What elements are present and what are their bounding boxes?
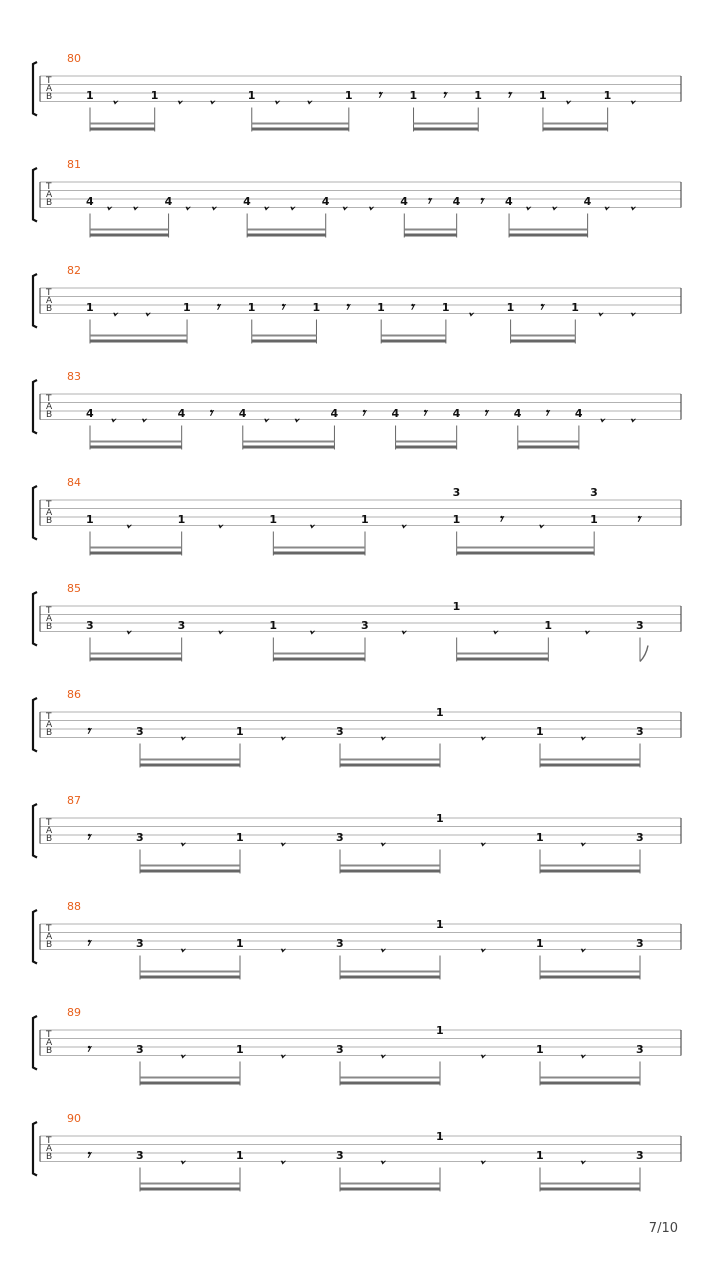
tab-clef-letter: T	[46, 182, 52, 192]
note-beam	[414, 128, 479, 131]
fret-number: 1	[361, 513, 369, 526]
rest-symbol	[580, 1160, 587, 1165]
fret-number: 1	[536, 1149, 544, 1162]
rest-symbol	[580, 842, 587, 847]
rest-symbol	[342, 206, 349, 211]
rest-symbol	[185, 206, 192, 211]
rest-symbol: 𝄾	[506, 86, 511, 104]
fret-number: 1	[269, 619, 277, 632]
note-beam	[540, 1183, 640, 1185]
rest-symbol	[380, 736, 387, 741]
note-beam	[243, 446, 335, 449]
fret-number: 4	[177, 407, 186, 420]
rest-symbol	[630, 100, 637, 105]
note-beam	[252, 128, 349, 131]
rest-symbol	[177, 100, 184, 105]
rest-symbol	[480, 1160, 487, 1165]
rest-symbol	[180, 842, 187, 847]
fret-number: 1	[236, 725, 244, 738]
tab-clef-letter: A	[46, 296, 53, 306]
note-beam	[243, 441, 335, 443]
fret-number: 4	[86, 195, 94, 208]
system-bracket	[33, 380, 37, 434]
note-flag	[640, 646, 648, 662]
fret-number: 1	[436, 1130, 444, 1143]
note-beam	[140, 870, 240, 873]
note-beam	[90, 123, 155, 125]
note-beam	[140, 764, 240, 767]
fret-number: 4	[164, 195, 173, 208]
tab-clef-letter: T	[46, 1030, 52, 1040]
note-beam	[140, 1188, 240, 1191]
rest-symbol	[112, 100, 119, 105]
fret-number: 4	[86, 407, 94, 420]
note-beam	[457, 658, 549, 661]
rest-symbol	[598, 312, 605, 317]
rest-symbol	[401, 630, 408, 635]
tab-clef-letter: A	[46, 932, 53, 942]
rest-symbol	[126, 630, 133, 635]
system-bracket	[33, 1016, 37, 1070]
measure-number: 81	[67, 158, 81, 171]
tab-clef-letter: B	[46, 516, 53, 526]
note-beam	[252, 340, 317, 343]
fret-number: 1	[506, 301, 515, 314]
rest-symbol: 𝄾	[215, 298, 220, 316]
rest-symbol: 𝄾	[422, 404, 427, 422]
rest-symbol	[584, 630, 591, 635]
rest-symbol	[468, 312, 475, 317]
rest-symbol: 𝄾	[208, 404, 213, 422]
fret-number: 1	[236, 1043, 244, 1056]
fret-number: 3	[136, 1149, 144, 1162]
tab-clef-letter: A	[46, 508, 53, 518]
rest-symbol	[599, 418, 606, 423]
tab-clef-letter: B	[46, 622, 53, 632]
fret-number: 4	[391, 407, 400, 420]
fret-number: 1	[474, 89, 482, 102]
note-beam	[90, 234, 169, 237]
note-beam	[540, 764, 640, 767]
note-beam	[381, 335, 446, 337]
measure-number: 89	[67, 1006, 81, 1019]
rest-symbol	[309, 630, 316, 635]
fret-number: 3	[336, 1043, 344, 1056]
rest-symbol	[580, 948, 587, 953]
system-bracket	[33, 168, 37, 222]
rest-symbol	[180, 948, 187, 953]
rest-symbol: 𝄾	[498, 510, 503, 528]
tab-clef-letter: T	[46, 818, 52, 828]
note-beam	[140, 759, 240, 761]
rest-symbol	[218, 630, 225, 635]
system-bracket	[33, 804, 37, 858]
rest-symbol	[263, 206, 270, 211]
fret-number: 1	[236, 831, 244, 844]
note-beam	[340, 1077, 440, 1079]
note-beam	[140, 865, 240, 867]
rest-symbol: 𝄾	[483, 404, 488, 422]
note-beam	[273, 653, 365, 655]
rest-symbol: 𝄾	[86, 722, 90, 740]
tab-clef-letter: B	[46, 940, 53, 950]
fret-number: 4	[574, 407, 583, 420]
note-beam	[340, 764, 440, 767]
note-beam	[540, 1082, 640, 1085]
note-beam	[518, 441, 579, 443]
note-beam	[404, 234, 456, 237]
fret-number: 3	[636, 937, 644, 950]
fret-number: 3	[86, 619, 94, 632]
fret-number: 3	[136, 1043, 144, 1056]
rest-symbol	[480, 948, 487, 953]
system-bracket	[33, 274, 37, 328]
fret-number: 4	[238, 407, 247, 420]
note-beam	[340, 759, 440, 761]
fret-number: 3	[636, 831, 644, 844]
fret-number: 1	[436, 812, 444, 825]
fret-number: 4	[330, 407, 339, 420]
measure-number: 86	[67, 688, 81, 701]
rest-symbol: 𝄾	[86, 828, 90, 846]
measure-number: 87	[67, 794, 81, 807]
note-beam	[509, 229, 588, 231]
tab-clef-letter: A	[46, 1144, 53, 1154]
tab-clef-letter: T	[46, 500, 52, 510]
fret-number: 1	[344, 89, 353, 102]
tab-clef-letter: T	[46, 394, 52, 404]
note-beam	[140, 1077, 240, 1079]
note-beam	[140, 1183, 240, 1185]
fret-number: 4	[452, 407, 461, 420]
fret-number: 1	[436, 706, 444, 719]
note-beam	[340, 971, 440, 973]
rest-symbol	[480, 1054, 487, 1059]
rest-symbol: 𝄾	[478, 192, 483, 210]
tab-clef-letter: A	[46, 190, 53, 200]
fret-number: 3	[136, 937, 144, 950]
tab-clef-letter: B	[46, 1152, 53, 1162]
measure-number: 84	[67, 476, 81, 489]
note-beam	[90, 340, 187, 343]
fret-number: 1	[236, 1149, 244, 1162]
rest-symbol	[380, 842, 387, 847]
note-beam	[340, 1082, 440, 1085]
rest-symbol: 𝄾	[409, 298, 414, 316]
fret-number: 1	[536, 831, 544, 844]
rest-symbol	[538, 524, 545, 529]
fret-number: 3	[590, 486, 598, 499]
rest-symbol	[180, 736, 187, 741]
rest-symbol: 𝄾	[344, 298, 349, 316]
fret-number: 1	[536, 937, 544, 950]
fret-number: 1	[269, 513, 277, 526]
measure-number: 83	[67, 370, 81, 383]
note-beam	[414, 123, 479, 125]
note-beam	[540, 759, 640, 761]
fret-number: 4	[505, 195, 513, 208]
rest-symbol: 𝄾	[361, 404, 365, 422]
rest-symbol	[141, 418, 148, 423]
note-beam	[252, 335, 317, 337]
tab-clef-letter: T	[46, 924, 52, 934]
fret-number: 3	[177, 619, 186, 632]
note-beam	[396, 441, 457, 443]
note-beam	[247, 229, 326, 231]
note-beam	[540, 865, 640, 867]
note-beam	[457, 552, 594, 555]
fret-number: 3	[636, 1043, 644, 1056]
measure-number: 82	[67, 264, 81, 277]
fret-number: 1	[441, 301, 450, 314]
fret-number: 1	[603, 89, 612, 102]
rest-symbol	[106, 206, 113, 211]
note-beam	[540, 976, 640, 979]
rest-symbol	[630, 418, 637, 423]
tab-clef-letter: T	[46, 712, 52, 722]
system-bracket	[33, 698, 37, 752]
system-bracket	[33, 910, 37, 964]
fret-number: 1	[536, 1043, 544, 1056]
rest-symbol	[493, 630, 500, 635]
note-beam	[511, 340, 576, 343]
tab-clef-letter: B	[46, 1046, 53, 1056]
rest-symbol: 𝄾	[544, 404, 549, 422]
rest-symbol	[180, 1160, 187, 1165]
rest-symbol	[263, 418, 270, 423]
fret-number: 1	[150, 89, 159, 102]
note-beam	[140, 1082, 240, 1085]
fret-number: 3	[336, 1149, 344, 1162]
tab-clef-letter: B	[46, 304, 53, 314]
note-beam	[252, 123, 349, 125]
note-beam	[90, 547, 182, 549]
note-beam	[90, 552, 182, 555]
rest-symbol	[480, 736, 487, 741]
rest-symbol	[380, 1160, 387, 1165]
rest-symbol	[126, 524, 133, 529]
rest-symbol	[401, 524, 408, 529]
tab-clef-letter: B	[46, 728, 53, 738]
note-beam	[340, 870, 440, 873]
rest-symbol: 𝄾	[86, 934, 90, 952]
rest-symbol	[209, 100, 216, 105]
system-bracket	[33, 1122, 37, 1176]
rest-symbol	[580, 736, 587, 741]
tab-clef-letter: B	[46, 834, 53, 844]
note-beam	[273, 547, 365, 549]
rest-symbol: 𝄾	[441, 86, 446, 104]
note-beam	[381, 340, 446, 343]
fret-number: 4	[321, 195, 330, 208]
rest-symbol	[306, 100, 313, 105]
fret-number: 1	[436, 1024, 444, 1037]
note-beam	[90, 653, 182, 655]
fret-number: 3	[136, 725, 144, 738]
note-beam	[340, 865, 440, 867]
fret-number: 3	[336, 725, 344, 738]
fret-number: 1	[452, 513, 461, 526]
note-beam	[540, 1077, 640, 1079]
note-beam	[90, 335, 187, 337]
note-beam	[340, 976, 440, 979]
note-beam	[509, 234, 588, 237]
note-beam	[540, 870, 640, 873]
rest-symbol	[274, 100, 281, 105]
tab-clef-letter: A	[46, 826, 53, 836]
fret-number: 1	[312, 301, 321, 314]
rest-symbol	[525, 206, 532, 211]
fret-number: 1	[377, 301, 385, 314]
note-beam	[396, 446, 457, 449]
rest-symbol: 𝄾	[377, 86, 382, 104]
note-beam	[90, 128, 155, 131]
tab-clef-letter: B	[46, 198, 53, 208]
note-beam	[511, 335, 576, 337]
rest-symbol	[580, 1054, 587, 1059]
tab-clef-letter: A	[46, 614, 53, 624]
fret-number: 3	[136, 831, 144, 844]
fret-number: 1	[86, 513, 94, 526]
note-beam	[90, 658, 182, 661]
tab-clef-letter: A	[46, 84, 53, 94]
measure-number: 88	[67, 900, 81, 913]
tab-clef-letter: T	[46, 288, 52, 298]
rest-symbol: 𝄾	[86, 1040, 90, 1058]
note-beam	[404, 229, 456, 231]
note-beam	[340, 1183, 440, 1185]
note-beam	[543, 123, 608, 125]
note-beam	[518, 446, 579, 449]
fret-number: 1	[183, 301, 191, 314]
rest-symbol: 𝄾	[538, 298, 543, 316]
rest-symbol: 𝄾	[636, 510, 640, 528]
rest-symbol	[280, 842, 287, 847]
measure-number: 85	[67, 582, 81, 595]
rest-symbol	[630, 312, 637, 317]
rest-symbol	[380, 948, 387, 953]
rest-symbol	[604, 206, 611, 211]
system-bracket	[33, 62, 37, 116]
fret-number: 1	[452, 600, 461, 613]
fret-number: 1	[247, 89, 256, 102]
note-beam	[457, 653, 549, 655]
fret-number: 1	[247, 301, 256, 314]
rest-symbol	[280, 1160, 287, 1165]
rest-symbol	[145, 312, 152, 317]
rest-symbol	[565, 100, 572, 105]
page-number: 7/10	[648, 1221, 678, 1236]
rest-symbol	[551, 206, 558, 211]
fret-number: 4	[243, 195, 251, 208]
measure-number: 80	[67, 52, 81, 65]
tab-clef-letter: T	[46, 1136, 52, 1146]
fret-number: 4	[583, 195, 592, 208]
fret-number: 3	[336, 937, 344, 950]
fret-number: 1	[436, 918, 444, 931]
rest-symbol	[480, 842, 487, 847]
rest-symbol	[380, 1054, 387, 1059]
note-beam	[340, 1188, 440, 1191]
tab-clef-letter: T	[46, 606, 52, 616]
rest-symbol: 𝄾	[280, 298, 285, 316]
note-beam	[90, 229, 169, 231]
note-beam	[90, 446, 182, 449]
note-beam	[247, 234, 326, 237]
fret-number: 1	[86, 89, 94, 102]
rest-symbol	[111, 418, 118, 423]
tab-clef-letter: A	[46, 720, 53, 730]
fret-number: 3	[636, 619, 644, 632]
fret-number: 1	[538, 89, 547, 102]
fret-number: 1	[177, 513, 186, 526]
fret-number: 4	[513, 407, 522, 420]
rest-symbol	[211, 206, 218, 211]
note-beam	[543, 128, 608, 131]
note-beam	[90, 441, 182, 443]
rest-symbol	[290, 206, 297, 211]
rest-symbol	[180, 1054, 187, 1059]
rest-symbol	[112, 312, 119, 317]
fret-number: 3	[636, 725, 644, 738]
tab-clef-letter: A	[46, 1038, 53, 1048]
rest-symbol	[280, 948, 287, 953]
tab-clef-letter: B	[46, 92, 53, 102]
rest-symbol	[309, 524, 316, 529]
system-bracket	[33, 486, 37, 540]
fret-number: 1	[536, 725, 544, 738]
fret-number: 3	[452, 486, 461, 499]
fret-number: 1	[409, 89, 418, 102]
rest-symbol: 𝄾	[426, 192, 431, 210]
note-beam	[540, 1188, 640, 1191]
rest-symbol	[368, 206, 375, 211]
tab-clef-letter: A	[46, 402, 53, 412]
note-beam	[540, 971, 640, 973]
system-bracket	[33, 592, 37, 646]
rest-symbol: 𝄾	[86, 1146, 90, 1164]
note-beam	[140, 976, 240, 979]
tab-clef-letter: T	[46, 76, 52, 86]
fret-number: 3	[336, 831, 344, 844]
fret-number: 4	[452, 195, 461, 208]
fret-number: 3	[361, 619, 369, 632]
fret-number: 1	[86, 301, 94, 314]
fret-number: 4	[400, 195, 408, 208]
tab-clef-letter: B	[46, 410, 53, 420]
rest-symbol	[630, 206, 637, 211]
fret-number: 1	[590, 513, 598, 526]
fret-number: 1	[236, 937, 244, 950]
fret-number: 3	[636, 1149, 644, 1162]
rest-symbol	[280, 736, 287, 741]
fret-number: 1	[544, 619, 552, 632]
note-beam	[140, 971, 240, 973]
measure-number: 90	[67, 1112, 81, 1125]
fret-number: 1	[571, 301, 579, 314]
rest-symbol	[218, 524, 225, 529]
note-beam	[273, 552, 365, 555]
rest-symbol	[280, 1054, 287, 1059]
rest-symbol	[294, 418, 301, 423]
note-beam	[273, 658, 365, 661]
rest-symbol	[132, 206, 139, 211]
note-beam	[457, 547, 594, 549]
